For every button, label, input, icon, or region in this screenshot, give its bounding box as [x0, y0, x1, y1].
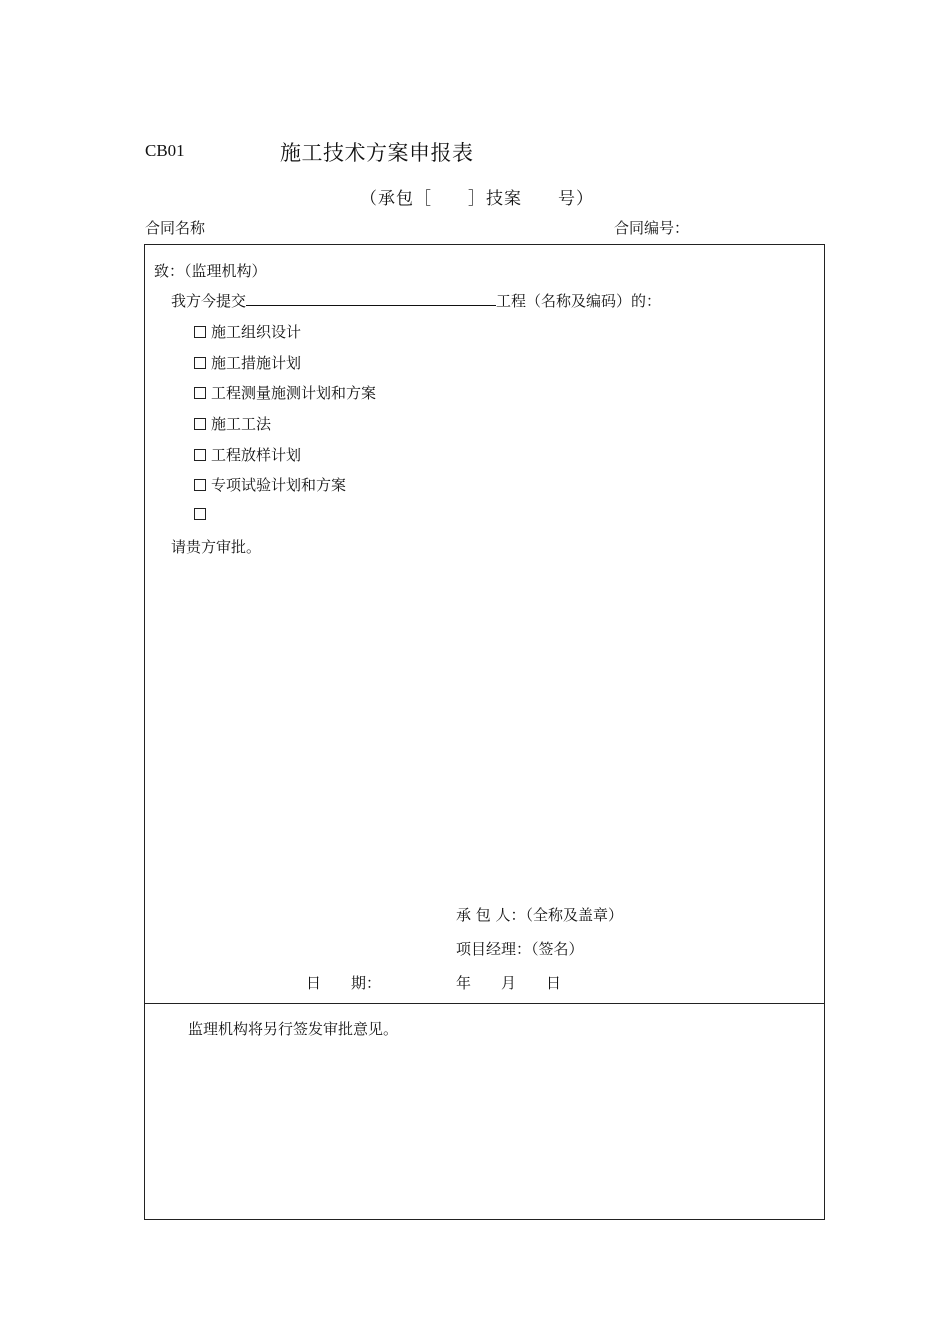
project-name-blank[interactable]: [246, 290, 496, 306]
contract-name-label: 合同名称: [145, 219, 206, 237]
checkbox[interactable]: [194, 449, 206, 461]
request-text: 请贵方审批。: [171, 538, 262, 556]
submit-suffix: 工程（名称及编码）的：: [496, 292, 662, 310]
submit-prefix: 我方今提交: [171, 292, 247, 310]
checkbox[interactable]: [194, 508, 206, 520]
option-label: 工程测量施测计划和方案: [211, 384, 377, 402]
to-line: 致：（监理机构）: [154, 262, 267, 280]
option-label: 施工措施计划: [211, 354, 302, 372]
project-manager-label: 项目经理：（签名）: [456, 940, 584, 958]
option-item: [194, 352, 301, 373]
option-item: [194, 444, 301, 465]
supervisor-note: 监理机构将另行签发审批意见。: [188, 1020, 399, 1038]
option-item: [194, 321, 301, 342]
option-item: [194, 474, 346, 495]
date-label: 日 期：: [306, 974, 382, 992]
checkbox[interactable]: [194, 326, 206, 338]
contractor-label: 承 包 人：（全称及盖章）: [456, 906, 624, 924]
option-item: [194, 505, 211, 523]
form-subtitle: （承包［ ］技案 号）: [360, 189, 594, 209]
date-fields: 年 月 日: [456, 974, 562, 992]
option-label: 工程放样计划: [211, 446, 302, 464]
option-item: [194, 413, 271, 434]
option-label: 专项试验计划和方案: [211, 476, 347, 494]
option-item: [194, 382, 376, 403]
form-title: 施工技术方案申报表: [280, 141, 474, 165]
option-label: 施工工法: [211, 415, 272, 433]
supervisor-section: [145, 1004, 824, 1219]
checkbox[interactable]: [194, 479, 206, 491]
form-code: CB01: [145, 141, 185, 160]
option-label: 施工组织设计: [211, 323, 302, 341]
application-section: [145, 245, 824, 1004]
checkbox[interactable]: [194, 357, 206, 369]
form-table: [144, 244, 825, 1220]
submit-line: [171, 290, 661, 311]
checkbox[interactable]: [194, 418, 206, 430]
checkbox[interactable]: [194, 387, 206, 399]
contract-no-label: 合同编号：: [614, 219, 690, 237]
